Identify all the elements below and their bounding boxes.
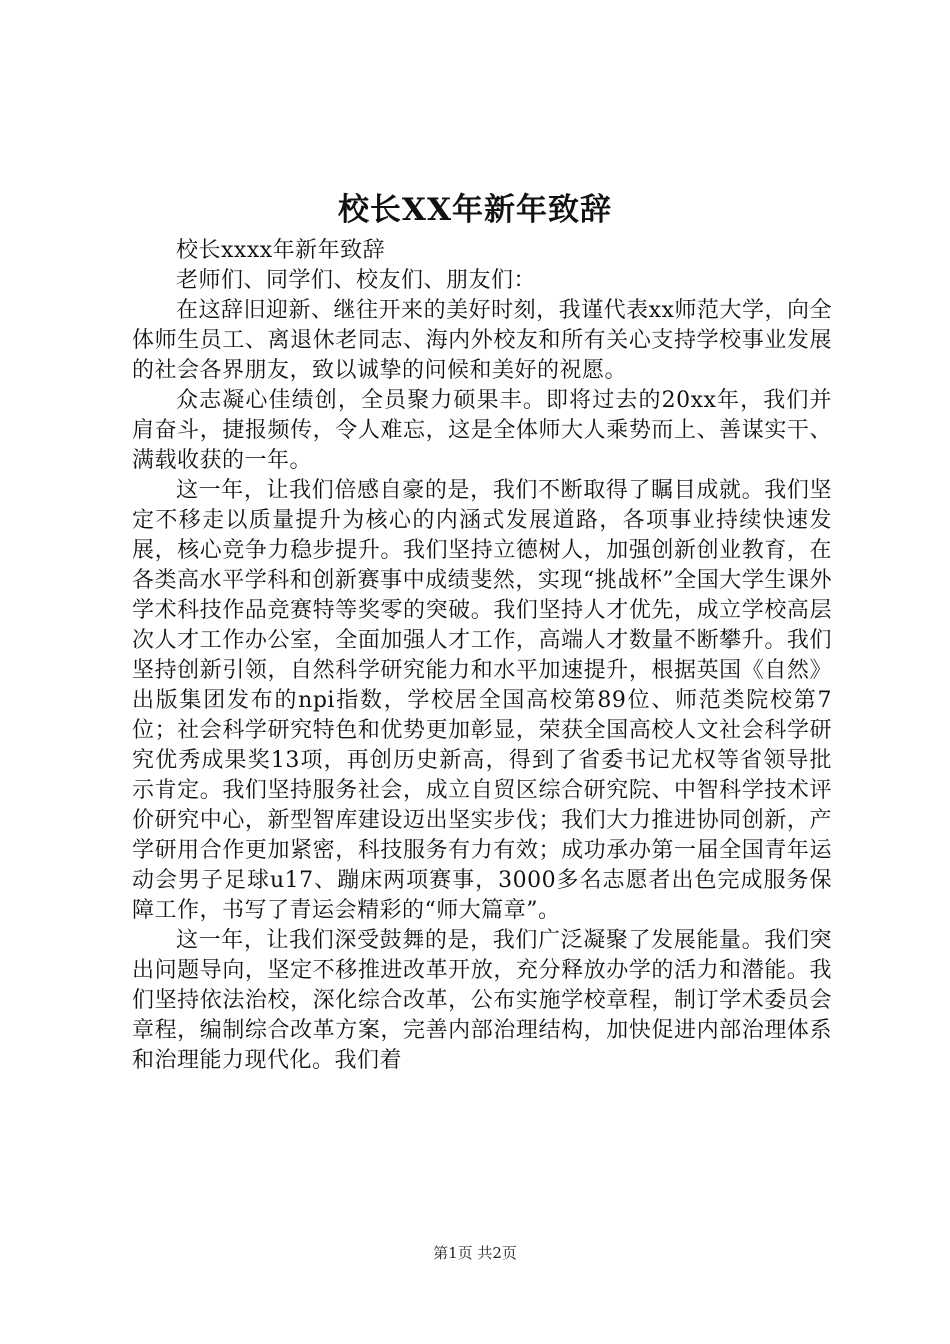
paragraph-achievements: 这一年，让我们倍感自豪的是，我们不断取得了瞩目成就。我们坚定不移走以质量提升为核心的内涵式发展道路，各项事业持续快速发展，核心竞争力稳步提升。我们坚持立德树人，加强创新创业教育，在各类高水平学科和创新赛事中成绩斐然，实现“挑战杯”全国大学生课外学术科技作品竞赛特等奖零的突破。我们坚持人才优先，成立学校高层次人才工作办公室，全面加强人才工作，高端人才数量不断攀升。我们坚持创新引领，自然科学研究能力和水平加速提升，根据英国《自然》出版集团发布的npi指数，学校居全国高校第89位、师范类院校第7位；社会科学研究特色和优势更加彰显，荣获全国高校人文社会科学研究优秀成果奖13项，再创历史新高，得到了省委书记尤权等省领导批示肯定。我们坚持服务社会，成立自贸区综合研究院、中智科学技术评价研究中心，新型智库建设迈出坚实步伐；我们大力推进协同创新，产学研用合作更加紧密，科技服务有力有效；成功承办第一届全国青年运动会男子足球u17、蹦床两项赛事，3000多名志愿者出色完成服务保障工作，书写了青运会精彩的“师大篇章”。 [132,478,833,923]
paragraph-greeting: 在这辞旧迎新、继往开来的美好时刻，我谨代表xx师范大学，向全体师生员工、离退休老同志、海内外校友和所有关心支持学校事业发展的社会各界朋友，致以诚挚的问候和美好的祝愿。 [132,298,832,383]
document-body [132,236,832,1076]
document-title: 校长XX年新年致辞 [337,192,613,228]
paragraph-salutation: 老师们、同学们、校友们、朋友们： [176,268,537,293]
paragraph-reform: 这一年，让我们深受鼓舞的是，我们广泛凝聚了发展能量。我们突出问题导向，坚定不移推进改革开放，充分释放办学的活力和潜能。我们坚持依法治校，深化综合改革，公布实施学校章程，制订学术委员会章程，编制综合改革方案，完善内部治理结构，加快促进内部治理体系和治理能力现代化。我们着 [132,928,832,1073]
page-footer: 第1页 共2页 [433,1244,517,1262]
paragraph-subtitle: 校长xxxx年新年致辞 [176,238,386,263]
paragraph-review: 众志凝心佳绩创，全员聚力硕果丰。即将过去的20xx年，我们并肩奋斗，捷报频传，令人难忘，这是全体师大人乘势而上、善谋实干、满载收获的一年。 [132,388,832,473]
